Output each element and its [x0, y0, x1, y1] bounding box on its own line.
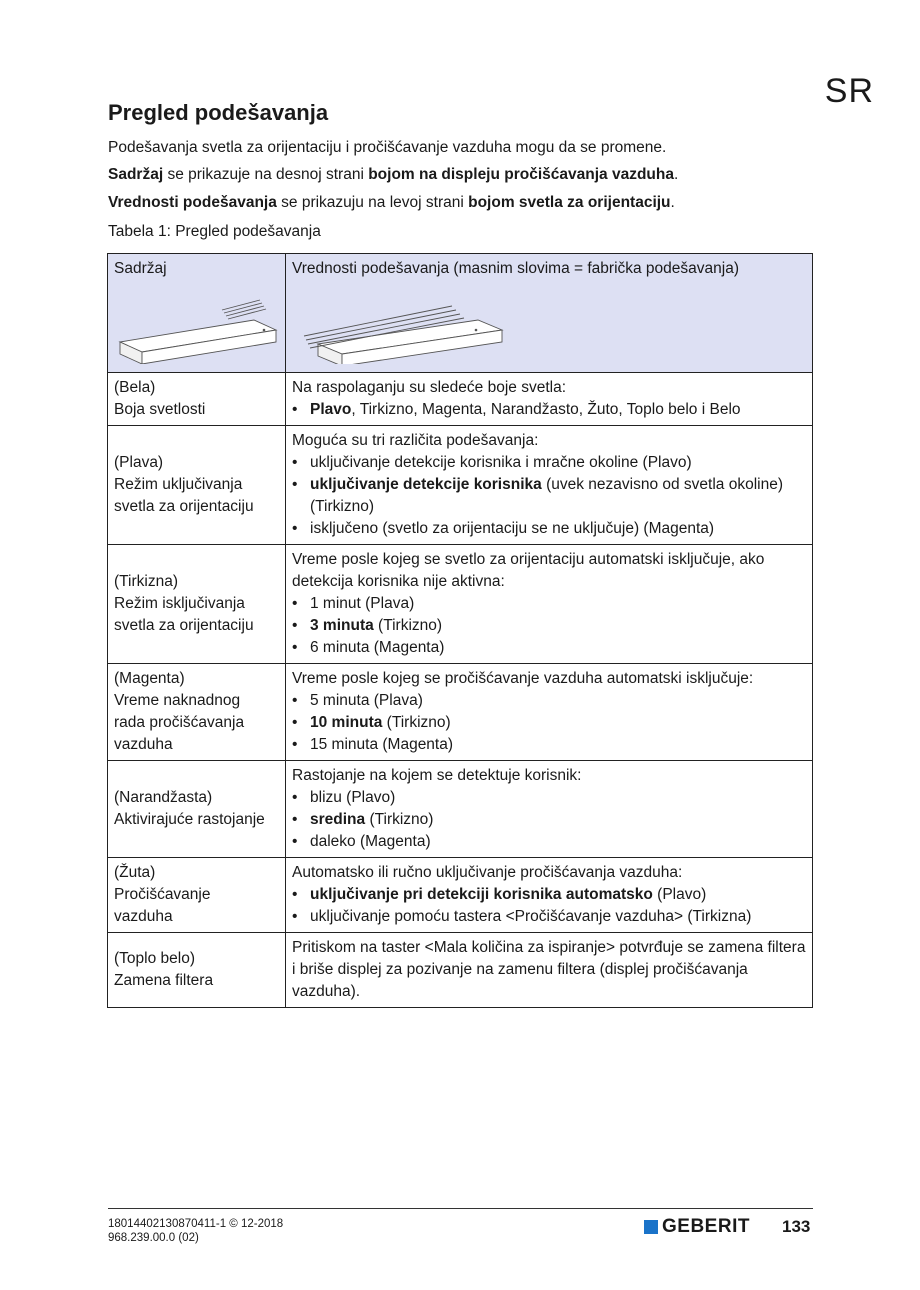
value-text	[310, 518, 806, 540]
bullet-icon: •	[292, 401, 298, 418]
text-span: se prikazuje na desnoj strani	[163, 166, 369, 183]
text-span: isključeno (svetlo za orijentaciju se ne uključuje) (Magenta)	[310, 520, 715, 537]
value-bullet-item	[292, 452, 806, 474]
setting-name-line: (Žuta)	[114, 864, 156, 881]
value-bullet-item	[292, 690, 806, 712]
bullet-icon: •	[292, 714, 298, 731]
value-intro	[292, 430, 806, 452]
value-bullet-item	[292, 787, 806, 809]
value-bullet-item	[292, 399, 806, 421]
value-intro	[292, 765, 806, 787]
value-text	[310, 787, 806, 809]
settings-row	[108, 761, 813, 858]
text-span: (uvek nezavisno od svetla okoline) (Tirkizno)	[310, 476, 784, 515]
air-purifier-display-illustration	[114, 286, 279, 364]
setting-name-line: Pročišćavanje	[114, 886, 211, 903]
setting-name-cell	[108, 858, 286, 933]
settings-row	[108, 545, 813, 664]
bullet-icon: •	[292, 595, 298, 612]
setting-name-line: Boja svetlosti	[114, 401, 206, 418]
text-span: .	[670, 194, 675, 211]
value-text	[310, 474, 806, 518]
value-bullet-item	[292, 734, 806, 756]
text-span: uključivanje pomoću tastera <Pročišćavanje vazduha> (Tirkizna)	[310, 908, 752, 925]
value-text	[310, 615, 806, 637]
setting-values-cell	[286, 545, 813, 664]
light-dot-icon	[475, 329, 478, 332]
value-intro	[292, 668, 806, 690]
settings-row	[108, 664, 813, 761]
value-bullet-item	[292, 474, 806, 518]
setting-name-cell	[108, 933, 286, 1008]
bullet-icon: •	[292, 520, 298, 537]
document-id: 18014402130870411-1 © 12-2018	[108, 1218, 284, 1230]
setting-name-line: Aktivirajuće rastojanje	[114, 811, 265, 828]
text-span: Vreme posle kojeg se pročišćavanje vazduha automatski isključuje:	[292, 670, 754, 687]
display-dot-icon	[263, 329, 266, 332]
text-span: se prikazuju na levoj strani	[276, 194, 469, 211]
value-intro	[292, 937, 806, 1003]
setting-name-line: (Bela)	[114, 379, 156, 396]
setting-name-line: Režim isključivanja	[114, 595, 245, 612]
setting-name-line: (Toplo belo)	[114, 950, 195, 967]
document-number	[108, 1217, 283, 1245]
orientation-light-illustration	[292, 286, 507, 364]
value-text	[310, 712, 806, 734]
bullet-icon: •	[292, 736, 298, 753]
value-text	[310, 906, 806, 928]
setting-name-cell	[108, 373, 286, 426]
text-span: blizu (Plavo)	[310, 789, 396, 806]
bold-text: bojom na displeju pročišćavanja vazduha	[368, 166, 674, 183]
page-title: Pregled podešavanja	[108, 100, 329, 125]
bold-text: uključivanje pri detekciji korisnika automatsko	[310, 886, 653, 903]
bold-text: 3 minuta	[310, 617, 374, 634]
intro-line-1	[108, 139, 666, 157]
text-span: Pritiskom na taster <Mala količina za ispiranje> potvrđuje se zamena filtera i briše displej za pozivanje na zamenu filtera (displej pročišćavanja vazduha).	[292, 939, 806, 1000]
bullet-icon: •	[292, 908, 298, 925]
header-content-cell	[108, 254, 286, 373]
text-span: 1 minut (Plava)	[310, 595, 415, 612]
intro-line-2	[108, 166, 678, 184]
value-intro	[292, 862, 806, 884]
footer-divider	[108, 1208, 813, 1209]
value-text	[310, 690, 806, 712]
text-span: Tabela 1: Pregled podešavanja	[108, 223, 321, 240]
intro-line-3	[108, 194, 675, 212]
setting-name-line: svetla za orijentaciju	[114, 617, 254, 634]
value-text	[310, 399, 806, 421]
value-text	[310, 809, 806, 831]
value-text	[310, 452, 806, 474]
settings-row	[108, 426, 813, 545]
value-bullet-item	[292, 809, 806, 831]
bullet-icon: •	[292, 789, 298, 806]
bullet-icon: •	[292, 811, 298, 828]
text-span: Rastojanje na kojem se detektuje korisnik:	[292, 767, 582, 784]
header-values-label: Vrednosti podešavanja (masnim slovima = fabrička podešavanja)	[292, 260, 740, 277]
bullet-icon: •	[292, 886, 298, 903]
settings-row	[108, 858, 813, 933]
bullet-icon: •	[292, 617, 298, 634]
bullet-icon: •	[292, 692, 298, 709]
setting-name-line: vazduha	[114, 908, 173, 925]
value-intro	[292, 377, 806, 399]
setting-name-line: Režim uključivanja	[114, 476, 243, 493]
text-span: 6 minuta (Magenta)	[310, 639, 445, 656]
text-span: Vreme posle kojeg se svetlo za orijentaciju automatski isključuje, ako detekcija korisnika nije aktivna:	[292, 551, 765, 590]
value-bullet-item	[292, 637, 806, 659]
bold-text: 10 minuta	[310, 714, 383, 731]
setting-name-line: (Plava)	[114, 454, 164, 471]
page-number: 133	[782, 1217, 811, 1236]
value-intro	[292, 549, 806, 593]
text-span: 15 minuta (Magenta)	[310, 736, 454, 753]
bullet-icon: •	[292, 454, 298, 471]
text-span: Moguća su tri različita podešavanja:	[292, 432, 539, 449]
value-bullet-item	[292, 884, 806, 906]
text-span: (Tirkizno)	[365, 811, 434, 828]
setting-name-cell	[108, 761, 286, 858]
settings-row	[108, 373, 813, 426]
bullet-icon: •	[292, 639, 298, 656]
text-span: Na raspolaganju su sledeće boje svetla:	[292, 379, 567, 396]
text-span: , Tirkizno, Magenta, Narandžasto, Žuto, Toplo belo i Belo	[351, 401, 741, 418]
value-text	[310, 734, 806, 756]
text-span: (Plavo)	[652, 886, 707, 903]
value-text	[310, 593, 806, 615]
brand-name: GEBERIT	[662, 1216, 750, 1237]
language-code: SR	[824, 72, 874, 110]
text-span: daleko (Magenta)	[310, 833, 431, 850]
setting-name-cell	[108, 426, 286, 545]
text-span: .	[673, 166, 679, 183]
bold-text: Vrednosti podešavanja	[108, 194, 277, 211]
bold-text: Sadržaj	[108, 166, 164, 183]
bold-text: uključivanje detekcije korisnika	[310, 476, 542, 493]
table-caption	[108, 223, 321, 241]
setting-name-line: Vreme naknadnog	[114, 692, 241, 709]
header-content-label: Sadržaj	[114, 260, 167, 277]
text-span: uključivanje detekcije korisnika i mračne okoline (Plavo)	[310, 454, 692, 471]
value-bullet-item	[292, 906, 806, 928]
setting-name-line: (Tirkizna)	[114, 573, 179, 590]
setting-values-cell	[286, 373, 813, 426]
bold-text: bojom svetla za orijentaciju	[468, 194, 671, 211]
setting-name-cell	[108, 545, 286, 664]
text-span: Automatsko ili ručno uključivanje pročišćavanja vazduha:	[292, 864, 683, 881]
value-text	[310, 637, 806, 659]
setting-values-cell	[286, 761, 813, 858]
settings-table	[107, 253, 813, 1008]
bold-text: Plavo	[310, 401, 352, 418]
setting-name-line: (Magenta)	[114, 670, 185, 687]
brand-square-icon	[644, 1220, 658, 1234]
setting-name-line: vazduha	[114, 736, 173, 753]
text-span: 5 minuta (Plava)	[310, 692, 423, 709]
setting-name-line: svetla za orijentaciju	[114, 498, 254, 515]
value-bullet-item	[292, 831, 806, 853]
value-text	[310, 884, 806, 906]
bullet-icon: •	[292, 833, 298, 850]
bullet-icon: •	[292, 476, 298, 493]
document-part-number: 968.239.00.0 (02)	[108, 1232, 199, 1244]
text-span: (Tirkizno)	[373, 617, 443, 634]
setting-values-cell	[286, 933, 813, 1008]
geberit-logo	[644, 1216, 750, 1238]
settings-row	[108, 933, 813, 1008]
setting-name-line: (Narandžasta)	[114, 789, 213, 806]
value-bullet-item	[292, 518, 806, 540]
value-bullet-item	[292, 615, 806, 637]
setting-values-cell	[286, 858, 813, 933]
setting-name-cell	[108, 664, 286, 761]
setting-name-line: rada pročišćavanja	[114, 714, 245, 731]
value-bullet-item	[292, 712, 806, 734]
value-bullet-item	[292, 593, 806, 615]
header-values-cell	[286, 254, 813, 373]
value-text	[310, 831, 806, 853]
table-header-row	[108, 254, 813, 373]
setting-values-cell	[286, 664, 813, 761]
setting-values-cell	[286, 426, 813, 545]
text-span: (Tirkizno)	[382, 714, 451, 731]
text-span: Podešavanja svetla za orijentaciju i pročišćavanje vazduha mogu da se promene.	[108, 139, 667, 156]
setting-name-line: Zamena filtera	[114, 972, 214, 989]
bold-text: sredina	[310, 811, 366, 828]
